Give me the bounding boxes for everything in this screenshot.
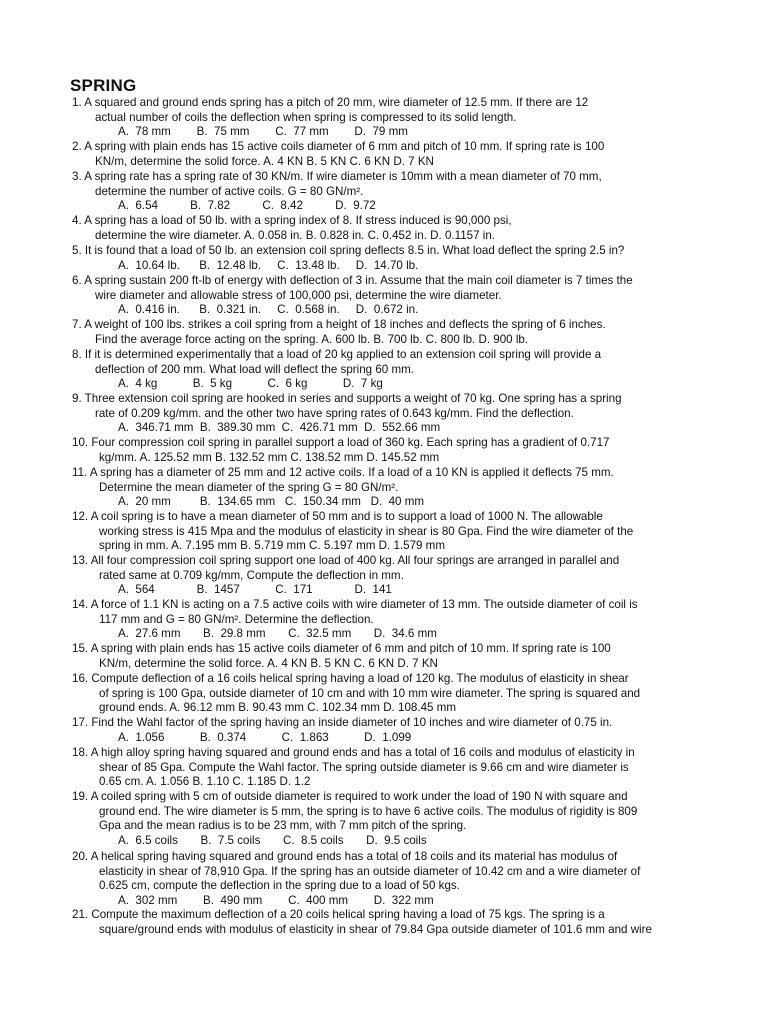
question-continuation: working stress is 415 Mpa and the modulus of elasticity in shear is 80 Gpa. Find the wire diameter of the bbox=[99, 524, 634, 538]
question-item bbox=[72, 140, 694, 169]
question-item bbox=[72, 598, 694, 642]
question-text: 21. Compute the maximum deflection of a 20 coils helical spring having a load of 75 kgs. The spring is a bbox=[72, 908, 605, 921]
question-text: 12. A coil spring is to have a mean diameter of 50 mm and is to support a load of 1000 N. The allowable bbox=[72, 510, 603, 523]
question-text: 6. A spring sustain 200 ft-lb of energy with deflection of 3 in. Assume that the main coil diameter is 7 times the bbox=[72, 274, 633, 287]
question-text: 10. Four compression coil spring in parallel support a load of 360 kg. Each spring has a gradient of 0.717 bbox=[72, 436, 610, 449]
question-item bbox=[72, 716, 694, 745]
question-text: 17. Find the Wahl factor of the spring having an inside diameter of 10 inches and wire diameter of 0.75 in. bbox=[72, 716, 613, 729]
question-continuation: deflection of 200 mm. What load will deflect the spring 60 mm. bbox=[95, 362, 414, 376]
question-continuation: KN/m, determine the solid force. A. 4 KN B. 5 KN C. 6 KN D. 7 KN bbox=[95, 154, 434, 168]
question-continuation: actual number of coils the deflection when spring is compressed to its solid length. bbox=[95, 110, 517, 124]
question-continuation: wire diameter and allowable stress of 100,000 psi, determine the wire diameter. bbox=[95, 288, 502, 302]
answer-options: A. 4 kg B. 5 kg C. 6 kg D. 7 kg bbox=[118, 377, 383, 391]
question-continuation: rated same at 0.709 kg/mm, Compute the deflection in mm. bbox=[99, 568, 404, 582]
question-continuation: determine the wire diameter. A. 0.058 in. B. 0.828 in. C. 0.452 in. D. 0.1157 in. bbox=[95, 228, 496, 242]
answer-options: A. 346.71 mm B. 389.30 mm C. 426.71 mm D. 552.66 mm bbox=[118, 421, 441, 435]
question-item bbox=[72, 672, 694, 716]
answer-options: A. 27.6 mm B. 29.8 mm C. 32.5 mm D. 34.6 mm bbox=[118, 627, 437, 641]
question-item bbox=[72, 170, 694, 214]
question-text: 16. Compute deflection of a 16 coils helical spring having a load of 120 kg. The modulus of elasticity in shear bbox=[72, 672, 629, 685]
question-item bbox=[72, 642, 694, 671]
question-item bbox=[72, 510, 694, 554]
question-item bbox=[72, 214, 694, 243]
answer-options: A. 302 mm B. 490 mm C. 400 mm D. 322 mm bbox=[118, 893, 434, 907]
question-item bbox=[72, 348, 694, 392]
question-text: 19. A coiled spring with 5 cm of outside diameter is required to work under the load of 190 N with square and bbox=[72, 790, 628, 803]
question-item bbox=[72, 908, 694, 937]
question-continuation: of spring is 100 Gpa, outside diameter of 10 cm and with 10 mm wire diameter. The spring is squared and bbox=[99, 686, 641, 700]
answer-options: A. 6.5 coils B. 7.5 coils C. 8.5 coils D. 9.5 coils bbox=[118, 833, 427, 847]
question-continuation: 117 mm and G = 80 GN/m². Determine the deflection. bbox=[99, 612, 374, 626]
question-item bbox=[72, 318, 694, 347]
question-text: 7. A weight of 100 lbs. strikes a coil spring from a height of 18 inches and deflects the spring of 6 inches. bbox=[72, 318, 606, 331]
question-item bbox=[72, 554, 694, 598]
answer-options: A. 10.64 lb. B. 12.48 lb. C. 13.48 lb. D. 14.70 lb. bbox=[118, 258, 419, 272]
question-text: 20. A helical spring having squared and ground ends has a total of 18 coils and its material has modulus of bbox=[72, 850, 618, 863]
question-item bbox=[72, 244, 694, 273]
question-item bbox=[72, 392, 694, 436]
question-text: 1. A squared and ground ends spring has a pitch of 20 mm, wire diameter of 12.5 mm. If there are 12 bbox=[72, 96, 589, 109]
question-item bbox=[72, 274, 694, 318]
question-text: 15. A spring with plain ends has 15 active coils diameter of 6 mm and pitch of 10 mm. If spring rate is 100 bbox=[72, 642, 611, 655]
question-continuation: spring in mm. A. 7.195 mm B. 5.719 mm C. 5.197 mm D. 1.579 mm bbox=[99, 539, 446, 553]
question-item bbox=[72, 790, 694, 848]
question-continuation: shear of 85 Gpa. Compute the Wahl factor. The spring outside diameter is 9.66 cm and wire diameter is bbox=[99, 760, 629, 774]
question-continuation: elasticity in shear of 78,910 Gpa. If the spring has an outside diameter of 10.42 cm and a wire diameter of bbox=[99, 864, 641, 878]
question-continuation: rate of 0.209 kg/mm. and the other two have spring rates of 0.643 kg/mm. Find the deflection. bbox=[95, 406, 574, 420]
question-continuation: ground end. The wire diameter is 5 mm, the spring is to have 6 active coils. The modulus of rigidity is 809 bbox=[99, 804, 638, 818]
question-text: 11. A spring has a diameter of 25 mm and 12 active coils. If a load of a 10 KN is applied it deflects 75 mm. bbox=[72, 466, 614, 479]
question-continuation: KN/m, determine the solid force. A. 4 KN B. 5 KN C. 6 KN D. 7 KN bbox=[99, 656, 438, 670]
answer-options: A. 78 mm B. 75 mm C. 77 mm D. 79 mm bbox=[118, 125, 408, 139]
question-continuation: ground ends. A. 96.12 mm B. 90.43 mm C. 102.34 mm D. 108.45 mm bbox=[99, 701, 456, 715]
question-text: 3. A spring rate has a spring rate of 30 KN/m. If wire diameter is 10mm with a mean diameter of 70 mm, bbox=[72, 170, 602, 183]
question-continuation: Gpa and the mean radius is to be 23 mm, with 7 mm pitch of the spring. bbox=[99, 819, 467, 833]
question-continuation: square/ground ends with modulus of elasticity in shear of 79.84 Gpa outside diameter of 101.6 mm and wire bbox=[99, 922, 652, 936]
answer-options: A. 6.54 B. 7.82 C. 8.42 D. 9.72 bbox=[118, 199, 376, 213]
question-continuation: 0.625 cm, compute the deflection in the spring due to a load of 50 kgs. bbox=[99, 879, 460, 893]
answer-options: A. 20 mm B. 134.65 mm C. 150.34 mm D. 40 mm bbox=[118, 495, 425, 509]
question-item bbox=[72, 436, 694, 465]
question-text: 14. A force of 1.1 KN is acting on a 7.5 active coils with wire diameter of 13 mm. The outside diameter of coil is bbox=[72, 598, 638, 611]
answer-options: A. 1.056 B. 0.374 C. 1.863 D. 1.099 bbox=[118, 730, 412, 744]
question-item bbox=[72, 96, 694, 140]
question-text: 8. If it is determined experimentally that a load of 20 kg applied to an extension coil spring will provide a bbox=[72, 348, 602, 361]
question-text: 4. A spring has a load of 50 lb. with a spring index of 8. If stress induced is 90,000 psi, bbox=[72, 214, 512, 227]
question-item bbox=[72, 850, 694, 908]
answer-options: A. 564 B. 1457 C. 171 D. 141 bbox=[118, 583, 392, 597]
question-text: 5. It is found that a load of 50 lb. an extension coil spring deflects 8.5 in. What load deflect the spring 2.5 in? bbox=[72, 244, 625, 257]
question-text: 2. A spring with plain ends has 15 active coils diameter of 6 mm and pitch of 10 mm. If spring rate is 100 bbox=[72, 140, 605, 153]
question-continuation: kg/mm. A. 125.52 mm B. 132.52 mm C. 138.52 mm D. 145.52 mm bbox=[99, 450, 440, 464]
question-text: 13. All four compression coil spring support one load of 400 kg. All four springs are arranged in parallel and bbox=[72, 554, 620, 567]
question-item bbox=[72, 466, 694, 510]
question-continuation: Find the average force acting on the spring. A. 600 lb. B. 700 lb. C. 800 lb. D. 900 lb. bbox=[95, 332, 529, 346]
question-continuation: determine the number of active coils. G = 80 GN/m². bbox=[95, 184, 364, 198]
question-continuation: Determine the mean diameter of the spring G = 80 GN/m². bbox=[99, 480, 399, 494]
question-text: 9. Three extension coil spring are hooked in series and supports a weight of 70 kg. One spring has a spring bbox=[72, 392, 622, 405]
question-continuation: 0.65 cm. A. 1.056 B. 1.10 C. 1.185 D. 1.2 bbox=[99, 775, 311, 789]
question-text: 18. A high alloy spring having squared and ground ends and has a total of 16 coils and modulus of elasticity in bbox=[72, 746, 635, 759]
answer-options: A. 0.416 in. B. 0.321 in. C. 0.568 in. D. 0.672 in. bbox=[118, 303, 419, 317]
page-title: SPRING bbox=[70, 76, 137, 95]
question-item bbox=[72, 746, 694, 790]
